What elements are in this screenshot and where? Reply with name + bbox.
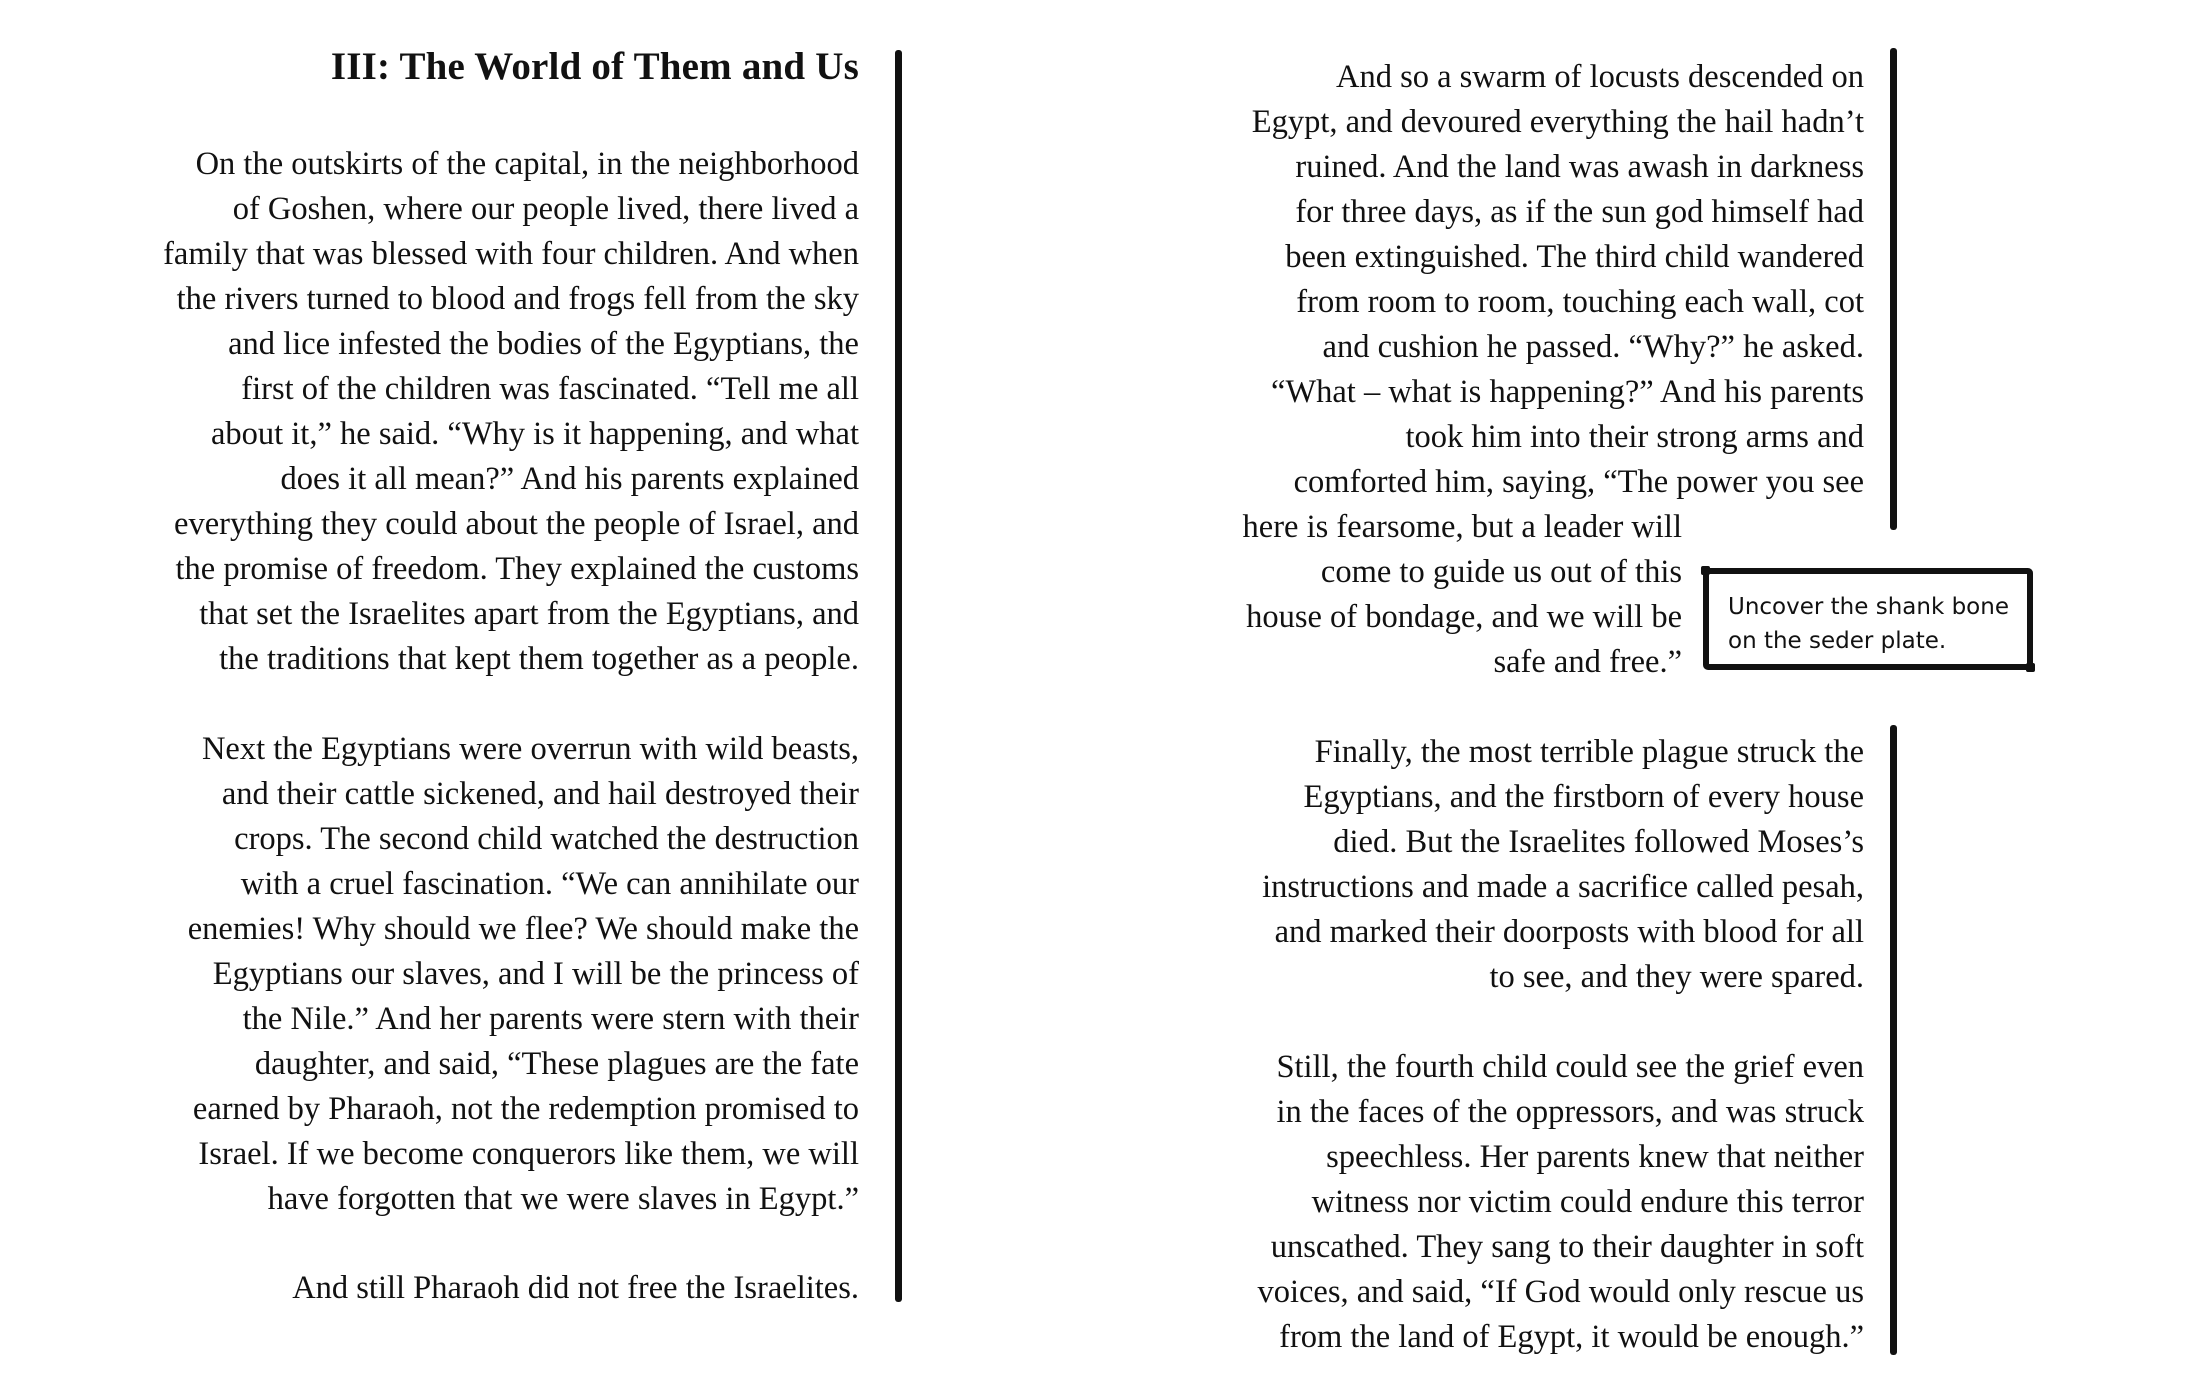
paragraph-second-child: [79, 727, 859, 1222]
text-line: Egyptians, and the firstborn of every house: [1303, 779, 1864, 815]
text-line: instructions and made a sacrifice called pesah,: [1262, 869, 1864, 905]
text-line: does it all mean?” And his parents explained: [280, 461, 859, 497]
text-line: And so a swarm of locusts descended on: [1335, 59, 1864, 95]
callout-text-line: Uncover the shank bone: [1728, 594, 2009, 620]
section-heading: III: The World of Them and Us: [330, 45, 859, 88]
text-line: Still, the fourth child could see the grief even: [1276, 1049, 1864, 1085]
text-line: unscathed. They sang to their daughter in soft: [1270, 1229, 1864, 1265]
right-page-upper-vertical-rule: [1890, 48, 1897, 530]
text-line: witness nor victim could endure this terror: [1311, 1184, 1864, 1220]
text-line: that set the Israelites apart from the Egyptians, and: [199, 596, 859, 632]
right-page-lower-vertical-rule: [1890, 725, 1897, 1355]
text-line: with a cruel fascination. “We can annihilate our: [240, 866, 859, 902]
text-line: voices, and said, “If God would only rescue us: [1257, 1274, 1864, 1310]
text-line: from the land of Egypt, it would be enough.”: [1279, 1319, 1864, 1355]
text-line: in the faces of the oppressors, and was struck: [1276, 1094, 1864, 1130]
paragraph-fourth-child: [1184, 1045, 1864, 1360]
text-line: the Nile.” And her parents were stern with their: [242, 1001, 859, 1037]
text-line: enemies! Why should we flee? We should make the: [187, 911, 859, 947]
paragraph-pharaoh: [79, 1266, 859, 1311]
text-line: of Goshen, where our people lived, there lived a: [232, 191, 859, 227]
text-line: ruined. And the land was awash in darkness: [1295, 149, 1864, 185]
paragraph-third-child-wrap: [1162, 505, 1682, 685]
paragraph-third-child: [1184, 55, 1864, 505]
text-line: safe and free.”: [1493, 644, 1682, 680]
text-line: for three days, as if the sun god himself had: [1295, 194, 1864, 230]
text-line: took him into their strong arms and: [1405, 419, 1864, 455]
text-line: and marked their doorposts with blood for all: [1274, 914, 1864, 950]
text-line: to see, and they were spared.: [1489, 959, 1864, 995]
text-line: And still Pharaoh did not free the Israelites.: [292, 1270, 859, 1306]
paragraph-firstborn: [1184, 730, 1864, 1000]
text-line: everything they could about the people of Israel, and: [174, 506, 859, 542]
text-line: Egyptians our slaves, and I will be the princess of: [212, 956, 859, 992]
text-line: the promise of freedom. They explained the customs: [175, 551, 859, 587]
text-line: “What – what is happening?” And his parents: [1271, 374, 1864, 410]
text-line: been extinguished. The third child wandered: [1285, 239, 1864, 275]
instruction-callout-box: [1703, 568, 2033, 670]
text-line: family that was blessed with four children. And when: [163, 236, 859, 272]
text-line: Israel. If we become conquerors like them, we will: [198, 1136, 859, 1172]
text-line: here is fearsome, but a leader will: [1242, 509, 1682, 545]
text-line: Next the Egyptians were overrun with wild beasts,: [201, 731, 859, 767]
text-line: Finally, the most terrible plague struck the: [1314, 734, 1864, 770]
text-line: first of the children was fascinated. “Tell me all: [241, 371, 859, 407]
text-line: and cushion he passed. “Why?” he asked.: [1322, 329, 1864, 365]
callout-text-line: on the seder plate.: [1728, 628, 1947, 654]
text-line: comforted him, saying, “The power you see: [1293, 464, 1864, 500]
text-line: and their cattle sickened, and hail destroyed their: [221, 776, 859, 812]
text-line: earned by Pharaoh, not the redemption promised to: [192, 1091, 859, 1127]
text-line: from room to room, touching each wall, cot: [1296, 284, 1864, 320]
text-line: speechless. Her parents knew that neither: [1326, 1139, 1864, 1175]
text-line: daughter, and said, “These plagues are the fate: [254, 1046, 859, 1082]
text-line: about it,” he said. “Why is it happening, and what: [210, 416, 859, 452]
text-line: and lice infested the bodies of the Egyptians, the: [228, 326, 859, 362]
text-line: died. But the Israelites followed Moses’s: [1333, 824, 1864, 860]
text-line: have forgotten that we were slaves in Egypt.”: [267, 1181, 859, 1217]
text-line: On the outskirts of the capital, in the neighborhood: [195, 146, 859, 182]
text-line: come to guide us out of this: [1320, 554, 1682, 590]
paragraph-first-child: [79, 142, 859, 682]
text-line: house of bondage, and we will be: [1246, 599, 1682, 635]
text-line: the traditions that kept them together as a people.: [219, 641, 859, 677]
text-line: Egypt, and devoured everything the hail hadn’t: [1251, 104, 1864, 140]
text-line: crops. The second child watched the destruction: [234, 821, 859, 857]
left-page-vertical-rule: [895, 50, 902, 1302]
text-line: the rivers turned to blood and frogs fell from the sky: [176, 281, 859, 317]
